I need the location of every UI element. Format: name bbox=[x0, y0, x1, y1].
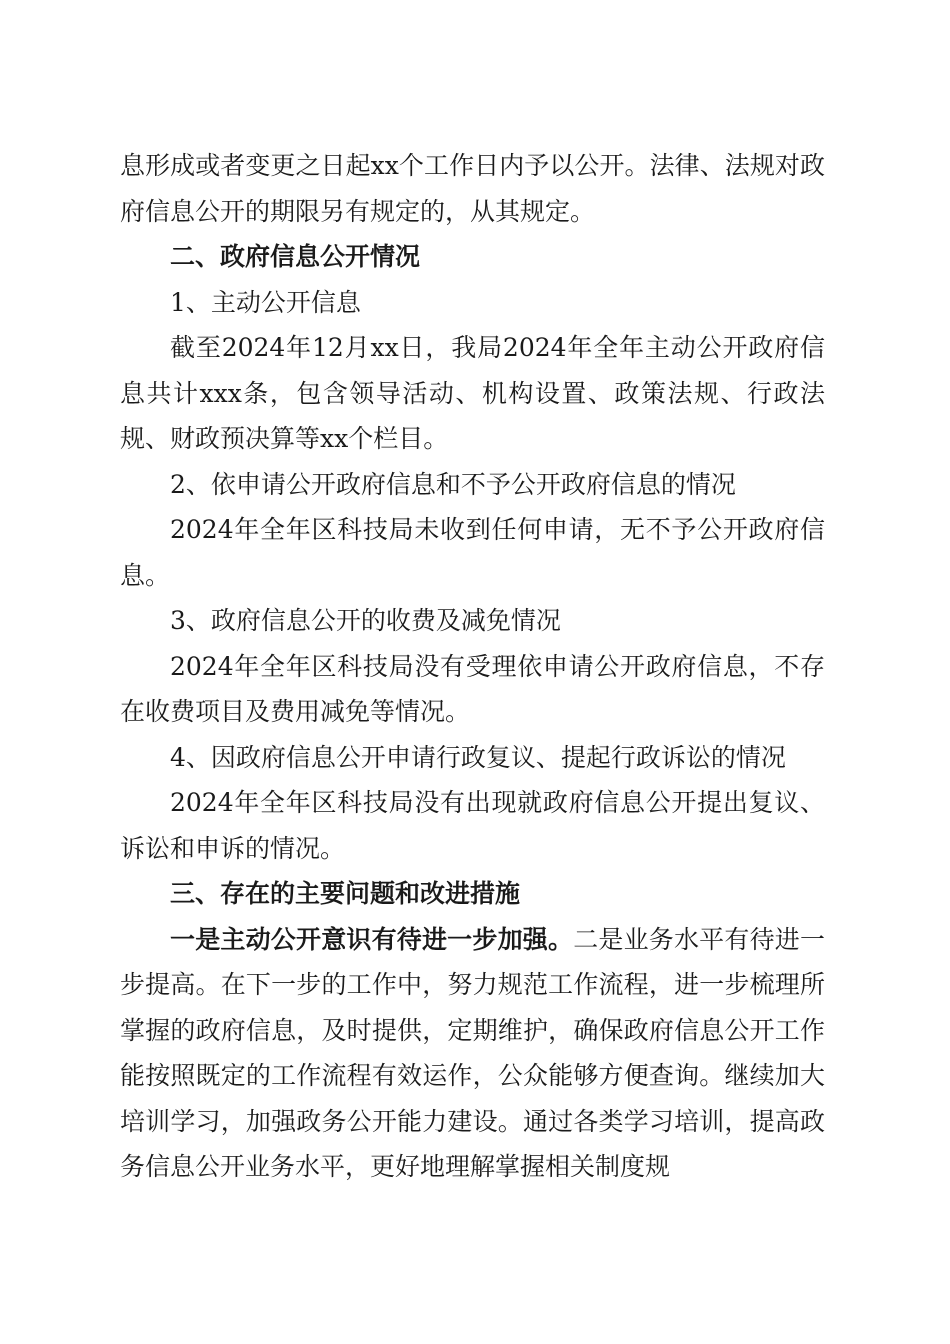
paragraph-problems-lead: 一是主动公开意识有待进一步加强。 bbox=[170, 924, 574, 954]
paragraph-problems-rest: 二是业务水平有待进一步提高。在下一步的工作中，努力规范工作流程，进一步梳理所掌握的政府信息，及时提供，定期维护，确保政府信息公开工作能按照既定的工作流程有效运作，公众能够方便查询。继续加大培训学习，加强政务公开能力建设。通过各类学习培训，提高政务信息公开业务水平，更好地理解掌握相关制度规 bbox=[120, 924, 825, 1181]
continued-paragraph: 息形成或者变更之日起xx个工作日内予以公开。法律、法规对政府信息公开的期限另有规定的，从其规定。 bbox=[120, 151, 825, 226]
paragraph-reviews: 2024年全年区科技局没有出现就政府信息公开提出复议、诉讼和申诉的情况。 bbox=[120, 788, 825, 863]
subsection-heading-4: 4、因政府信息公开申请行政复议、提起行政诉讼的情况 bbox=[170, 742, 786, 772]
paragraph-applications: 2024年全年区科技局未收到任何申请，无不予公开政府信息。 bbox=[120, 515, 825, 590]
section-heading-3: 三、存在的主要问题和改进措施 bbox=[170, 879, 521, 908]
paragraph-problems bbox=[120, 917, 825, 1190]
subsection-heading-2: 2、依申请公开政府信息和不予公开政府信息的情况 bbox=[170, 469, 736, 499]
section-heading-2: 二、政府信息公开情况 bbox=[170, 242, 421, 271]
paragraph-fees: 2024年全年区科技局没有受理依申请公开政府信息，不存在收费项目及费用减免等情况。 bbox=[120, 651, 825, 726]
paragraph-active-disclosure: 截至2024年12月xx日，我局2024年全年主动公开政府信息共计xxx条，包含领导活动、机构设置、政策法规、行政法规、财政预决算等xx个栏目。 bbox=[120, 333, 825, 453]
document-body bbox=[120, 143, 825, 1190]
subsection-heading-3: 3、政府信息公开的收费及减免情况 bbox=[170, 606, 561, 635]
subsection-heading-1: 1、主动公开信息 bbox=[170, 287, 361, 317]
